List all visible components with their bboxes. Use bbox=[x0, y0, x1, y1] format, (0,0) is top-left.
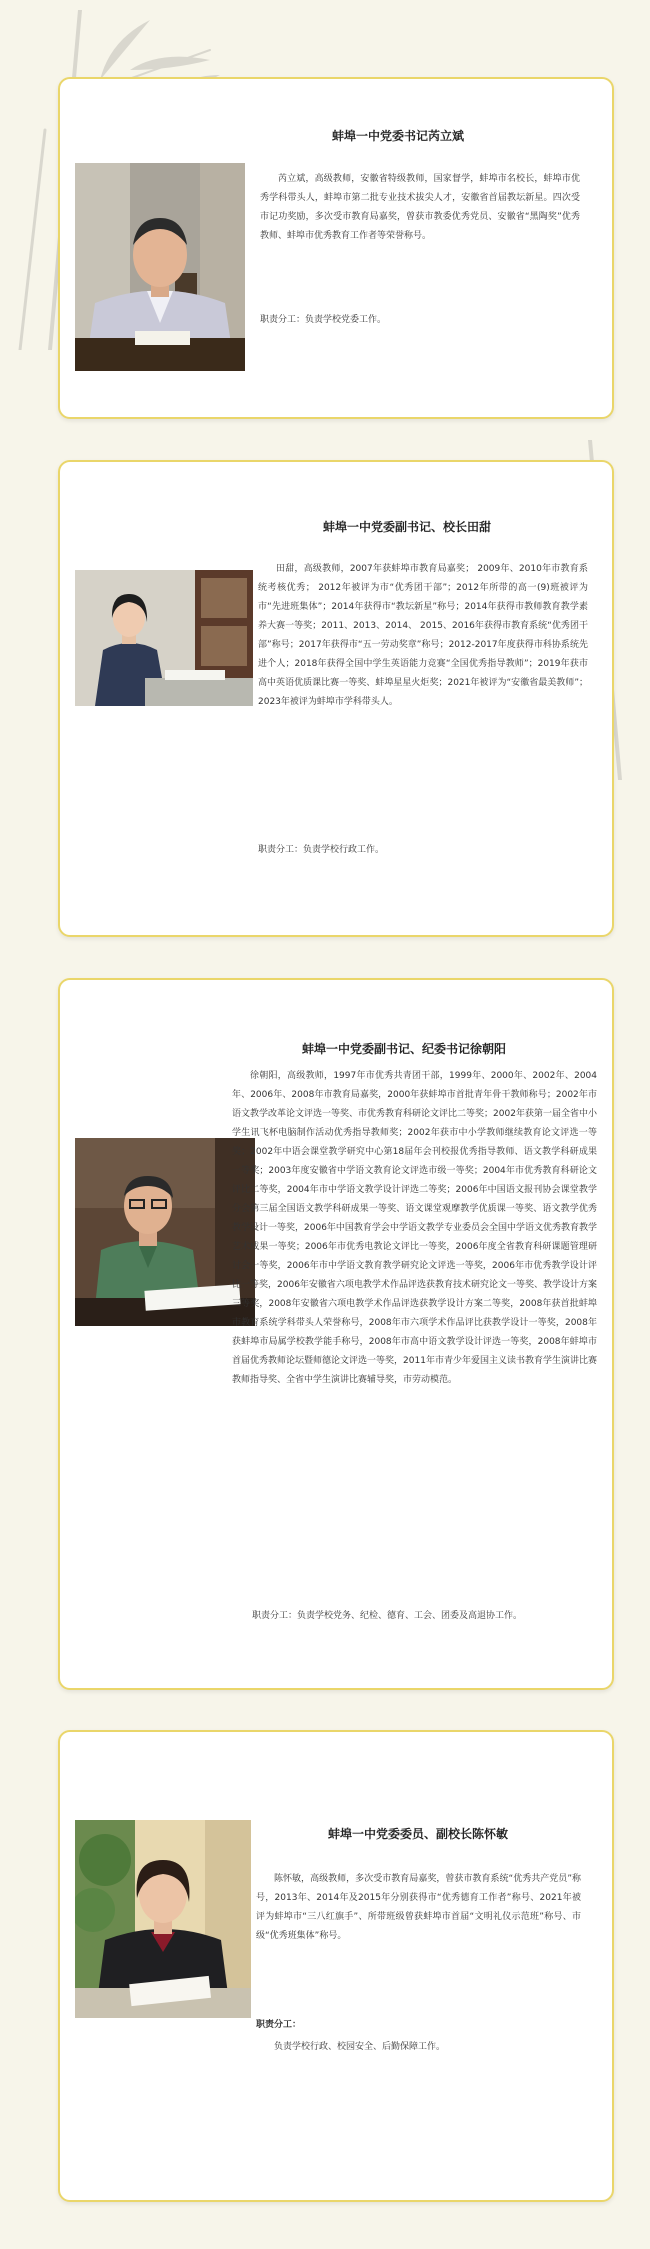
leader-title: 蚌埠一中党委副书记、校长田甜 bbox=[323, 520, 492, 534]
leader-duty: 职责分工：负责学校党委工作。 bbox=[260, 315, 387, 325]
leader-bio: 田甜，高级教师，2007年获蚌埠市教育局嘉奖； 2009年、2010年市教育系统考核优秀； 2012年被评为市“优秀团干部”；2012年所带的高一(9)班被评为市“先进班集体”；2014年获得市“教坛新星”称号；2014年获得市教师教育教学素养大赛一等奖；2011、2013、2014、 2015、2016年获得市教育系统“优秀团干部”称号；2017年获得市“五一劳动奖章”称号；2012-2017年度获得市科协系统先进个人；2018年获得全国中学生英语能力竞赛“全国优秀指导教师”；2019年获市高中英语优质课比赛一等奖、蚌埠星星火炬奖；2021年被评为“安徽省最美教师”；2023年被评为蚌埠市学科带头人。 bbox=[258, 564, 588, 707]
leader-bio: 芮立斌，高级教师，安徽省特级教师，国家督学，蚌埠市名校长，蚌埠市优秀学科带头人，蚌埠市第二批专业技术拔尖人才，安徽省首届教坛新星。四次受市记功奖励，多次受市教育局嘉奖，曾获市教委优秀党员、安徽省“黑陶奖”优秀教师、蚌埠市优秀教育工作者等荣誉称号。 bbox=[260, 174, 580, 241]
leader-title: 蚌埠一中党委委员、副校长陈怀敏 bbox=[328, 1827, 509, 1841]
leader-card-4 bbox=[58, 1730, 614, 2202]
leader-photo bbox=[75, 1138, 255, 1326]
leader-duty: 职责分工：负责学校党务、纪检、德育、工会、团委及高退协工作。 bbox=[252, 1611, 523, 1621]
leader-photo bbox=[75, 1820, 251, 2018]
leader-photo bbox=[75, 570, 253, 706]
leader-card-1 bbox=[58, 77, 614, 419]
leader-title: 蚌埠一中党委副书记、纪委书记徐朝阳 bbox=[302, 1042, 507, 1056]
leader-bio: 徐朝阳，高级教师，1997年市优秀共青团干部，1999年、2000年、2002年、2004年、2006年、2008年市教育局嘉奖，2000年获蚌埠市首批青年骨干教师称号；2002年市语文教学改革论文评选一等奖、市优秀教育科研论文评比二等奖；2002年获第一届全省中小学生讯飞杯电脑制作活动优秀指导教师奖；2002年获市中小学教师继续教育论文评选一等奖；2002年中语会课堂教学研究中心第18届年会刊校报优秀指导教师、语文教学科研成果一等奖；2003年度安徽省中学语文教育论文评选市级一等奖；2004年市优秀教育科研论文评比二等奖，2004年市中学语文教学设计评选二等奖；2006年中国语文报刊协会课堂教学分会第三届全国语文教学科研成果一等奖、语文课堂观摩教学优质课一等奖、语文教学优秀教学设计一等奖，2006年中国教育学会中学语文教学专业委员会全国中学语文优秀教育教学艺术成果一等奖；2006年市优秀电教论文评比一等奖，2006年度全省教育科研课题管理研讨会一等奖，2006年市中学语文教育教学研究论文评选一等奖，2006年市优秀教学设计评比一等奖，2006年安徽省六项电教学术作品评选获教育技术研究论文一等奖、教学设计方案三等奖，2008年安徽省六项电教学术作品评选获教学设计方案二等奖，2008年获首批蚌埠市教育系统学科带头人荣誉称号，2008年市六项学术作品评比获教学设计一等奖，2008年获蚌埠市局属学校教学能手称号，2008年市高中语文教学设计评选一等奖，2008年蚌埠市首届优秀教师论坛暨师德论文评选一等奖，2011年市青少年爱国主义读书教育学生演讲比赛教师指导奖、全省中学生演讲比赛辅导奖，市劳动模范。 bbox=[232, 1071, 597, 1385]
leader-duty-label: 职责分工： bbox=[256, 2020, 302, 2030]
leader-title: 蚌埠一中党委书记芮立斌 bbox=[332, 129, 465, 143]
leader-duty: 职责分工：负责学校行政工作。 bbox=[258, 845, 385, 855]
leader-card-3 bbox=[58, 978, 614, 1690]
leader-duty: 负责学校行政、校园安全、后勤保障工作。 bbox=[274, 2042, 446, 2052]
leader-bio: 陈怀敏，高级教师，多次受市教育局嘉奖，曾获市教育系统“优秀共产党员”称号，2013年、2014年及2015年分别获得市“优秀德育工作者”称号、2021年被评为蚌埠市“三八红旗手”、所带班级曾获蚌埠市首届“文明礼仪示范班”称号、市级“优秀班集体”称号。 bbox=[256, 1874, 581, 1941]
leader-card-2 bbox=[58, 460, 614, 937]
leader-photo bbox=[75, 163, 245, 371]
